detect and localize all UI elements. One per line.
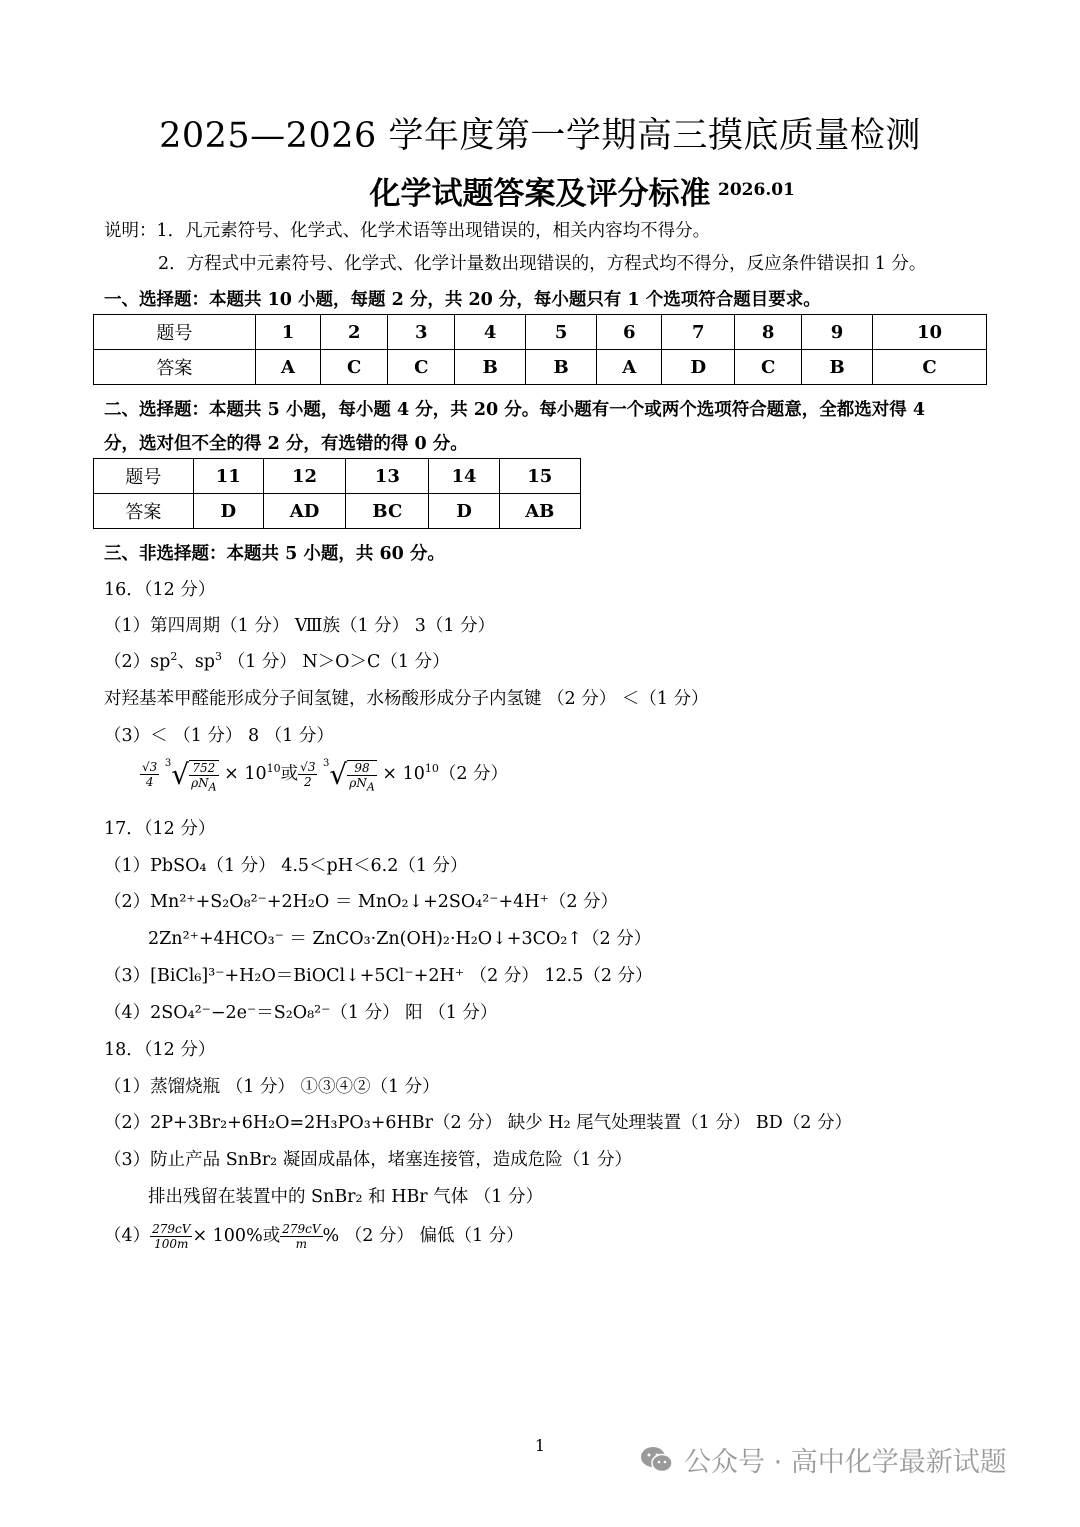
q17-part3: （3）[BiCl₆]³⁻+H₂O＝BiOCl↓+5Cl⁻+2H⁺ （2 分） 12.5（2 分） xyxy=(104,966,653,986)
table-cell: C xyxy=(735,350,802,385)
subtitle-wrap xyxy=(0,168,1080,213)
formula-score: （2 分） xyxy=(438,764,509,784)
q16-formula xyxy=(140,758,508,791)
formula-or: 或 xyxy=(280,764,299,784)
table-cell: 7 xyxy=(662,315,735,350)
note-1: 说明：1．凡元素符号、化学式、化学术语等出现错误的，相关内容均不得分。 xyxy=(104,221,711,241)
q16-part2-sup2: 3 xyxy=(215,650,223,664)
table-cell: 题号 xyxy=(94,459,194,494)
table-cell: 4 xyxy=(455,315,526,350)
formula-fraction xyxy=(280,1222,322,1251)
q18-part4 xyxy=(104,1222,524,1251)
cube-root-index: 3 xyxy=(164,758,172,769)
table-cell: 15 xyxy=(499,459,580,494)
table-cell: A xyxy=(255,350,320,385)
table-cell: C xyxy=(388,350,455,385)
table-cell: 答案 xyxy=(94,350,256,385)
table-cell: B xyxy=(455,350,526,385)
note-2: 2．方程式中元素符号、化学式、化学计量数出现错误的，方程式均不得分，反应条件错误扣 1 分。 xyxy=(158,254,927,274)
formula-fraction xyxy=(298,760,317,789)
q18-part2: （2）2P+3Br₂+6H₂O=2H₃PO₃+6HBr（2 分） 缺少 H₂ 尾气处理装置（1 分） BD（2 分） xyxy=(104,1113,853,1133)
fraction-denominator: 4 xyxy=(145,775,154,789)
page-number: 1 xyxy=(534,1436,546,1455)
table-cell: 6 xyxy=(597,315,662,350)
page-subtitle: 化学试题答案及评分标准 xyxy=(369,176,711,212)
table-cell: 1 xyxy=(255,315,320,350)
table-row xyxy=(94,350,987,385)
table-cell: D xyxy=(193,494,263,529)
fraction-denominator: m xyxy=(295,1237,308,1251)
q16-part2 xyxy=(104,648,450,673)
section2-answer-table xyxy=(93,458,581,529)
section2-heading-line1: 二、选择题：本题共 5 小题，每小题 4 分，共 20 分。每小题有一个或两个选项符合题意，全都选对得 4 xyxy=(104,400,926,420)
root-sign-icon: √ xyxy=(329,758,348,791)
q18-title: 18．（12 分） xyxy=(104,1040,216,1060)
table-row xyxy=(94,459,581,494)
fraction-numerator: 98 xyxy=(347,761,377,776)
q16-part2b: 对羟基苯甲醛能形成分子间氢键，水杨酸形成分子内氢键 （2 分） ＜（1 分） xyxy=(104,689,709,709)
section3-heading: 三、非选择题：本题共 5 小题，共 60 分。 xyxy=(104,544,445,564)
fraction-denominator xyxy=(347,775,377,793)
table-cell: A xyxy=(597,350,662,385)
subscript: A xyxy=(366,779,375,793)
fraction-numerator: √3 xyxy=(142,760,158,774)
q16-title: 16．（12 分） xyxy=(104,580,216,600)
q16-part2-sup1: 2 xyxy=(170,650,178,664)
fraction-numerator: 279cV xyxy=(152,1222,191,1236)
table-cell: 8 xyxy=(735,315,802,350)
formula-fraction xyxy=(189,760,219,793)
table-cell: 3 xyxy=(388,315,455,350)
fraction-numerator: √3 xyxy=(300,760,316,774)
table-cell: D xyxy=(429,494,499,529)
q16-part2-mid: 、sp xyxy=(177,652,216,672)
table-cell: 答案 xyxy=(94,494,194,529)
formula-fraction xyxy=(347,760,377,793)
fraction-denominator xyxy=(189,775,219,793)
formula-times: × 10 xyxy=(382,764,425,784)
section1-answer-table xyxy=(93,314,987,385)
fraction-denominator: 2 xyxy=(303,775,312,789)
q16-part2-prefix: （2）sp xyxy=(104,652,171,672)
q16-part3: （3）＜ （1 分） 8 （1 分） xyxy=(104,726,334,746)
formula-fraction xyxy=(140,760,159,789)
q17-title: 17．（12 分） xyxy=(104,819,216,839)
formula-times: × 10 xyxy=(224,764,267,784)
formula-exponent: 10 xyxy=(424,762,439,776)
section2-heading-line2: 分，选对但不全的得 2 分，有选错的得 0 分。 xyxy=(104,434,468,454)
table-row xyxy=(94,315,987,350)
fraction-denominator: 100m xyxy=(154,1237,189,1251)
table-cell: BC xyxy=(346,494,429,529)
q16-part2-suffix: （1 分） N＞O＞C（1 分） xyxy=(222,652,450,672)
table-cell: AB xyxy=(499,494,580,529)
root-sign-icon: √ xyxy=(171,758,190,791)
q18-part3b: 排出残留在装置中的 SnBr₂ 和 HBr 气体 （1 分） xyxy=(148,1187,543,1207)
table-cell: 5 xyxy=(526,315,597,350)
rho-na: ρN xyxy=(191,775,209,790)
table-cell: 题号 xyxy=(94,315,256,350)
rho-na: ρN xyxy=(349,775,367,790)
table-cell: 9 xyxy=(802,315,873,350)
formula-exponent: 10 xyxy=(266,762,281,776)
table-cell: C xyxy=(873,350,987,385)
q17-part2a: （2）Mn²⁺+S₂O₈²⁻+2H₂O ＝ MnO₂↓+2SO₄²⁻+4H⁺（2 分） xyxy=(104,892,619,912)
table-cell: 14 xyxy=(429,459,499,494)
table-cell: 11 xyxy=(193,459,263,494)
q17-part4: （4）2SO₄²⁻−2e⁻＝S₂O₈²⁻（1 分） 阳 （1 分） xyxy=(104,1003,498,1023)
watermark xyxy=(640,1440,1007,1482)
wechat-icon xyxy=(640,1445,674,1482)
table-cell: B xyxy=(526,350,597,385)
table-cell: 12 xyxy=(263,459,345,494)
page-title: 2025—2026 学年度第一学期高三摸底质量检测 xyxy=(159,116,921,156)
q17-part2b: 2Zn²⁺+4HCO₃⁻ ＝ ZnCO₃·Zn(OH)₂·H₂O↓+3CO₂↑（2 分） xyxy=(148,929,652,949)
q18-part1: （1）蒸馏烧瓶 （1 分） ①③④②（1 分） xyxy=(104,1077,440,1097)
table-cell: 10 xyxy=(873,315,987,350)
subscript: A xyxy=(208,779,217,793)
table-cell: C xyxy=(321,350,388,385)
table-row xyxy=(94,494,581,529)
section1-heading: 一、选择题：本题共 10 小题，每题 2 分，共 20 分，每小题只有 1 个选项符合题目要求。 xyxy=(104,290,821,310)
q18-part3a: （3）防止产品 SnBr₂ 凝固成晶体，堵塞连接管，造成危险（1 分） xyxy=(104,1150,632,1170)
fraction-numerator: 279cV xyxy=(282,1222,321,1236)
q18-part4-suffix: % （2 分） 偏低（1 分） xyxy=(322,1226,524,1246)
watermark-text: 公众号 · 高中化学最新试题 xyxy=(684,1447,1007,1478)
exam-date: 2026.01 xyxy=(718,180,795,200)
q18-part4-mid: × 100%或 xyxy=(192,1226,281,1246)
q17-part1: （1）PbSO₄（1 分） 4.5＜pH＜6.2（1 分） xyxy=(104,856,468,876)
fraction-numerator: 752 xyxy=(189,761,219,776)
q18-part4-prefix: （4） xyxy=(104,1226,151,1246)
table-cell: 13 xyxy=(346,459,429,494)
cube-root-index: 3 xyxy=(323,758,330,769)
table-cell: D xyxy=(662,350,735,385)
formula-fraction xyxy=(150,1222,192,1251)
q16-part1: （1）第四周期（1 分） Ⅷ族（1 分） 3（1 分） xyxy=(104,616,496,636)
table-cell: 2 xyxy=(321,315,388,350)
table-cell: AD xyxy=(263,494,345,529)
table-cell: B xyxy=(802,350,873,385)
